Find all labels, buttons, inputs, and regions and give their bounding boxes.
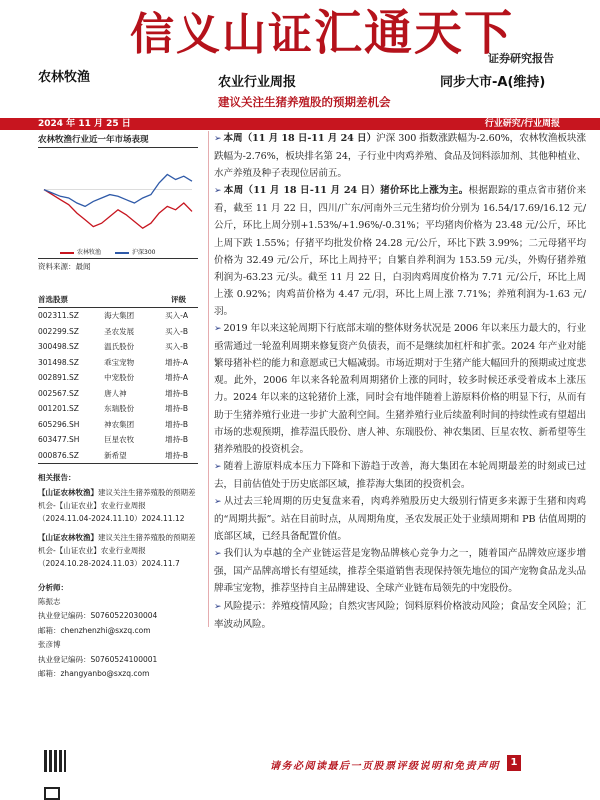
bullet-icon: ➢ (214, 461, 222, 472)
legend-item-2 (115, 247, 155, 256)
stock-rating: 增持-B (165, 435, 188, 445)
stock-code: 002891.SZ (38, 373, 79, 383)
paragraph-6-text: 我们认为卓越的全产业链运营是宠物品牌核心竞争力之一，随着国产品牌效应逐步增强，国产品牌高增长有望延续，推荐全渠道销售表现保持领先地位的国产宠物食品龙头品牌乖宝宠物，推荐坚持自主品牌建设、全球产业链布局领先的中宠股份。 (214, 548, 586, 595)
paragraph-2-lead: 本周（11 月 18 日-11 月 24 日）猪价环比上涨为主。 (223, 185, 469, 197)
stock-name: 唐人神 (104, 388, 127, 398)
stock-code: 002311.SZ (38, 311, 79, 321)
stock-table (38, 308, 198, 464)
report-type-label: 证券研究报告 (488, 52, 554, 65)
report-subtitle: 建议关注生猪养殖股的预期差机会 (218, 95, 391, 109)
paragraph-1 (214, 130, 586, 182)
stock-row (38, 448, 198, 464)
paragraph-2 (214, 182, 586, 320)
page-number: 1 (507, 755, 521, 771)
stock-name: 东瑞股份 (104, 404, 135, 414)
stock-row (38, 324, 198, 340)
stock-code: 605296.SH (38, 419, 80, 429)
stock-row (38, 355, 198, 371)
related-reports-title: 相关报告： (38, 472, 76, 482)
stock-code: 301498.SZ (38, 357, 79, 367)
qr-code-icon (44, 750, 66, 772)
stock-row (38, 386, 198, 402)
logo-text-a: 信义山证 (130, 9, 314, 60)
chart-svg (38, 148, 198, 260)
chart-title: 农林牧渔行业近一年市场表现 (38, 135, 149, 145)
analyst-title: 分析师： (38, 582, 68, 592)
stock-code: 002299.SZ (38, 326, 79, 336)
stock-name: 神农集团 (104, 419, 135, 429)
report-date: 2024 年 11 月 25 日 (38, 119, 131, 129)
market-performance-chart (38, 147, 198, 259)
analyst-info (38, 595, 198, 682)
analyst-line: 邮箱：chenzhenzhi@sxzq.com (38, 625, 151, 635)
analyst-line: 张彦博 (38, 640, 61, 649)
report-category: 行业研究/行业周报 (484, 119, 560, 129)
stock-name: 乖宝宠物 (104, 357, 135, 367)
bullet-icon: ➢ (214, 134, 222, 144)
stock-rating: 增持-B (165, 404, 188, 414)
stock-rating: 增持-B (165, 419, 188, 429)
stock-row (38, 370, 198, 386)
stock-row (38, 432, 198, 448)
paragraph-1-text: 沪深 300 指数涨跌幅为-2.60%，农林牧渔板块涨跌幅为-2.76%，板块排名第 24，子行业中肉鸡养殖、食品及饲料添加剂、其他种植业、水产养殖及种子表现位居前五。 (214, 133, 587, 180)
stock-row (38, 401, 198, 417)
stocks-header-rating: 评级 (171, 295, 186, 304)
related-report-2[interactable] (38, 531, 198, 570)
paragraph-7 (214, 598, 586, 633)
stock-row (38, 308, 198, 324)
series-line-1 (44, 190, 192, 229)
related-report-1-tag: 【山证农林牧渔】 (38, 487, 98, 497)
bullet-icon: ➢ (214, 496, 222, 507)
analyst-line: 执业登记编码：S0760524100001 (38, 654, 158, 664)
stock-name: 圣农发展 (104, 326, 135, 336)
related-reports (38, 486, 198, 570)
bullet-icon: ➢ (214, 601, 222, 612)
report-series-title: 农业行业周报 (218, 75, 297, 90)
stock-rating: 增持-B (165, 388, 188, 398)
stock-rating: 增持-A (165, 373, 188, 383)
stock-code: 002567.SZ (38, 388, 79, 398)
analyst-line: 邮箱：zhangyanbo@sxzq.com (38, 669, 150, 678)
related-report-1[interactable] (38, 486, 198, 525)
related-report-2-tag: 【山证农林牧渔】 (38, 532, 98, 542)
sidebar (38, 133, 198, 682)
stock-name: 温氏股份 (104, 342, 135, 352)
brand-logo (130, 0, 514, 63)
stock-rating: 买入-B (165, 342, 188, 352)
chart-legend (60, 247, 155, 256)
paragraph-5-text: 从过去三轮周期的历史复盘来看，肉鸡养殖股历史大级别行情更多来源于生猪和肉鸡的“周期共振”。站在目前时点，从周期角度，圣农发展正处于业绩周期和 PB 估值周期的底部区域，已经具备配置价值。 (214, 495, 586, 543)
stock-rating: 增持-B (150, 448, 198, 464)
bullet-icon: ➢ (214, 549, 222, 560)
related-report-1-text: 建议关注生猪养殖股的预期差机会-【山证农业】农业行业周报（2024.11.04-2024.11.10）2024.11.12 (38, 487, 196, 523)
footer-disclaimer: 请务必阅读最后一页股票评级说明和免责声明 (270, 761, 500, 772)
stock-code: 000876.SZ (38, 448, 98, 464)
stock-code: 300498.SZ (38, 342, 79, 352)
legend-label-1: 农林牧渔 (77, 249, 102, 256)
qr-code-icon-small (44, 787, 60, 800)
stock-name: 新希望 (98, 448, 150, 464)
paragraph-3 (214, 320, 586, 458)
legend-item-1 (60, 247, 101, 256)
stock-name: 巨星农牧 (104, 435, 135, 445)
bullet-icon: ➢ (214, 324, 222, 335)
stock-row (38, 417, 198, 433)
stock-rating: 增持-A (165, 357, 188, 367)
paragraph-2-text: 根据跟踪的重点省市猪价来看，截至 11 月 22 日，四川/广东/河南外三元生猪均价分别为 16.54/17.69/16.12 元/公斤，环比上周分别+1.53%/+1.96%/-0.31%；平均猪肉价格为 23.48 元/公斤，环比上周下跌 1.55%；仔猪平均批发价格 24.28 元/公斤，环比下跌 3.99%；二元母猪平均价格为 32.49 元/公斤，环比上周持平；自繁自养利润为 153.59 元/头，外购仔猪养殖利润为-63.23 元/头。截至 11 月 22 日，白羽肉鸡周度价格为 7.71 元/公斤，环比上周上涨 0.92%；肉鸡苗价格为 4.47 元/羽，环比上周上涨 7.71%；养殖利润为-1.63 元/羽。 (214, 185, 586, 317)
paragraph-4 (214, 458, 586, 493)
paragraph-1-lead: 本周（11 月 18 日-11 月 24 日） (223, 133, 377, 144)
bullet-icon: ➢ (214, 186, 222, 197)
paragraph-4-text: 随着上游原料成本压力下降和下游趋于改善，海大集团在本轮周期最差的时刻或已过去，目前估值处于历史底部区域，推荐海大集团的投资机会。 (214, 460, 586, 490)
analyst-line: 陈振志 (38, 596, 61, 606)
industry-rating: 同步大市-A(维持) (440, 75, 546, 90)
column-divider (208, 131, 209, 627)
stock-name: 中宠股份 (104, 373, 135, 383)
stocks-header-label: 首选股票 (38, 295, 68, 304)
analyst-line: 执业登记编码：S0760522030004 (38, 611, 158, 620)
chart-source: 资料来源：最闻 (38, 262, 91, 271)
paragraph-7-text: 风险提示：养殖疫情风险；自然灾害风险；饲料原料价格波动风险；食品安全风险；汇率波动风险。 (214, 600, 586, 630)
stock-code: 001201.SZ (38, 404, 79, 414)
stock-name: 海大集团 (104, 311, 135, 321)
main-content (214, 130, 586, 633)
paragraph-5 (214, 493, 586, 545)
paragraph-6 (214, 545, 586, 597)
stock-rating: 买入-A (165, 311, 188, 321)
sector-name: 农林牧渔 (38, 70, 91, 85)
logo-text-b: 汇通天下 (314, 5, 515, 61)
paragraph-3-text: 2019 年以来这轮周期下行底部末端的整体财务状况是 2006 年以来压力最大的，行业亟需通过一轮盈利周期来修复资产负债表，而不是继续加杠杆和扩张。2024 年产业对能繁母猪补栏的能力和意愿或已大幅减弱。市场近期对于生猪产能大幅回升的预期或过度悲观。此外，2006 年以来各轮盈利周期猪价上涨的同时，较多时候还承受着成本上涨压力。2024 年以来的这轮猪价上涨，同时会有地伴随着上游原料价格的明显下行，从而有助于生猪养殖行业进一步扩大盈利空间。生猪养殖行业后续盈利时间的持续性或有望超出市场的悲观预期，推荐温氏股份、唐人神、东瑞股份、神农集团、巨星农牧、新希望等生猪养殖股的投资机会。 (214, 323, 586, 455)
related-report-2-text: 建议关注生猪养殖股的预期差机会-【山证农业】农业行业周报（2024.10.28-2024.11.03）2024.11.7 (38, 532, 196, 568)
series-line-2 (44, 175, 192, 207)
stock-rating: 买入-B (165, 326, 188, 336)
legend-label-2: 沪深300 (132, 249, 156, 256)
date-category-bar (0, 118, 600, 130)
stocks-header (38, 294, 198, 308)
stock-row (38, 339, 198, 355)
stock-code: 603477.SH (38, 435, 80, 445)
